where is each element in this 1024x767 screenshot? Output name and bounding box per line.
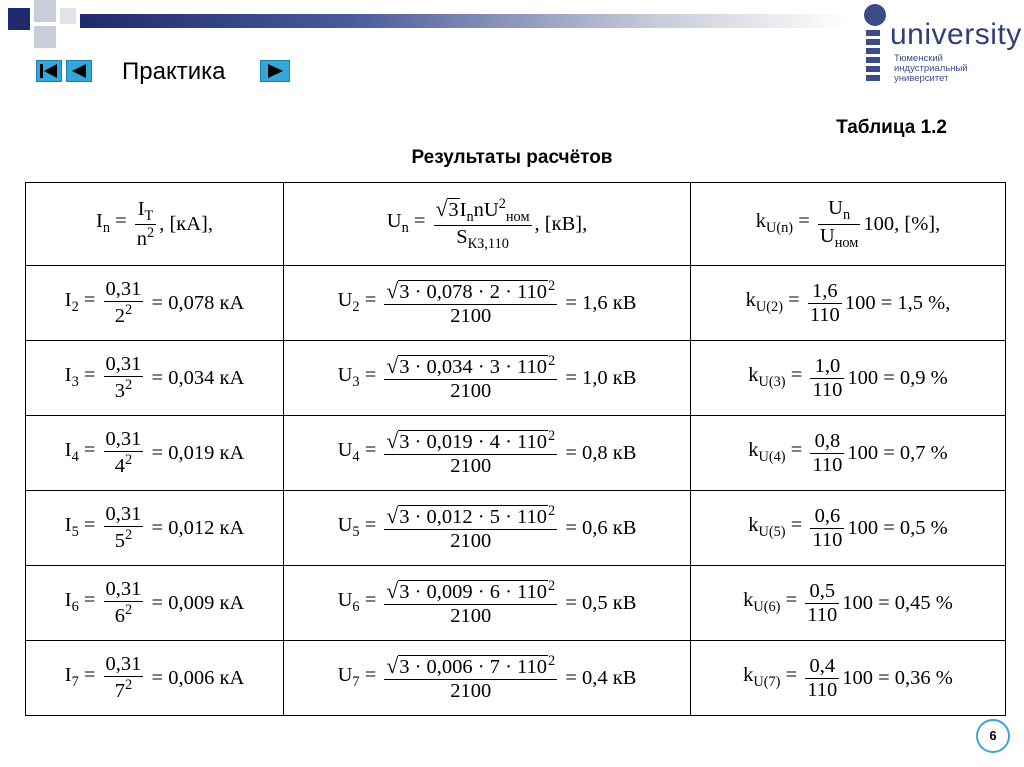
next-slide-button[interactable] [260,60,290,82]
logo-pillar-icon [866,30,880,88]
coef-formula-cell: $k_{U(n)}$ = $\frac{U_n}{U_{ном}}$ 100, [%], [691,183,1006,266]
coef-calc-cell: $k_{U(5)}$ = $\frac{0,6}{110}$ 100 = 0,5 % [691,491,1006,566]
current-calc-cell: $I_2$ = $\frac{0,31}{2^2}$ = 0,078 кА [26,266,284,341]
current-calc-cell: $I_6$ = $\frac{0,31}{6^2}$ = 0,009 кА [26,566,284,641]
table-row [26,341,1006,416]
decor-square [34,0,56,22]
voltage-calc-cell: $U_5$ = $\frac{√3 \cdot 0,012 \cdot 5 \cdot 110^2}{2100}$ = 0,6 кВ [284,491,691,566]
logo-wordmark: university [890,18,1022,51]
coef-calc-cell: $k_{U(7)}$ = $\frac{0,4}{110}$ 100 = 0,36 % [691,641,1006,716]
page-number-badge: 6 [976,719,1010,753]
voltage-formula-cell: $U_n$ = $\frac{√3I_nnU^2_{ном}}{S_{КЗ,110}}$ , [кВ], [284,183,691,266]
results-table [25,182,1006,716]
table-row [26,566,1006,641]
voltage-calc-cell: $U_4$ = $\frac{√3 \cdot 0,019 \cdot 4 \cdot 110^2}{2100}$ = 0,8 кВ [284,416,691,491]
table-row [26,266,1006,341]
coef-calc-cell: $k_{U(3)}$ = $\frac{1,0}{110}$ 100 = 0,9 % [691,341,1006,416]
decor-square [34,26,56,48]
voltage-calc-cell: $U_2$ = $\frac{√3 \cdot 0,078 \cdot 2 \cdot 110^2}{2100}$ = 1,6 кВ [284,266,691,341]
skip-to-start-button[interactable] [36,60,62,82]
previous-slide-button[interactable] [66,60,92,82]
coef-calc-cell: $k_{U(2)}$ = $\frac{1,6}{110}$ 100 = 1,5 %, [691,266,1006,341]
current-formula-cell: $I_n$ = $\frac{I_T}{n^2}$ , [кА], [26,183,284,266]
table-row [26,416,1006,491]
current-calc-cell: $I_7$ = $\frac{0,31}{7^2}$ = 0,006 кА [26,641,284,716]
voltage-calc-cell: $U_7$ = $\frac{√3 \cdot 0,006 \cdot 7 \cdot 110^2}{2100}$ = 0,4 кВ [284,641,691,716]
coef-calc-cell: $k_{U(4)}$ = $\frac{0,8}{110}$ 100 = 0,7 % [691,416,1006,491]
current-calc-cell: $I_5$ = $\frac{0,31}{5^2}$ = 0,012 кА [26,491,284,566]
voltage-calc-cell: $U_3$ = $\frac{√3 \cdot 0,034 \cdot 3 \cdot 110^2}{2100}$ = 1,0 кВ [284,341,691,416]
logo-subtitle: Тюменский индустриальный университет [894,53,968,84]
table-row [26,641,1006,716]
next-slide-icon [261,61,289,81]
section-title: Практика [122,58,226,85]
table-row [26,491,1006,566]
coef-calc-cell: $k_{U(6)}$ = $\frac{0,5}{110}$ 100 = 0,45 % [691,566,1006,641]
previous-slide-icon [67,61,91,81]
current-calc-cell: $I_3$ = $\frac{0,31}{3^2}$ = 0,034 кА [26,341,284,416]
globe-icon [864,4,886,26]
current-calc-cell: $I_4$ = $\frac{0,31}{4^2}$ = 0,019 кА [26,416,284,491]
table-caption: Таблица 1.2 [836,117,947,138]
table-header-row [26,183,1006,266]
university-logo [862,4,1022,92]
skip-to-start-icon [37,61,61,81]
table-title: Результаты расчётов [411,147,613,168]
decor-square [8,8,30,30]
header-gradient-bar [80,14,850,28]
voltage-calc-cell: $U_6$ = $\frac{√3 \cdot 0,009 \cdot 6 \cdot 110^2}{2100}$ = 0,5 кВ [284,566,691,641]
decor-square [60,8,76,24]
